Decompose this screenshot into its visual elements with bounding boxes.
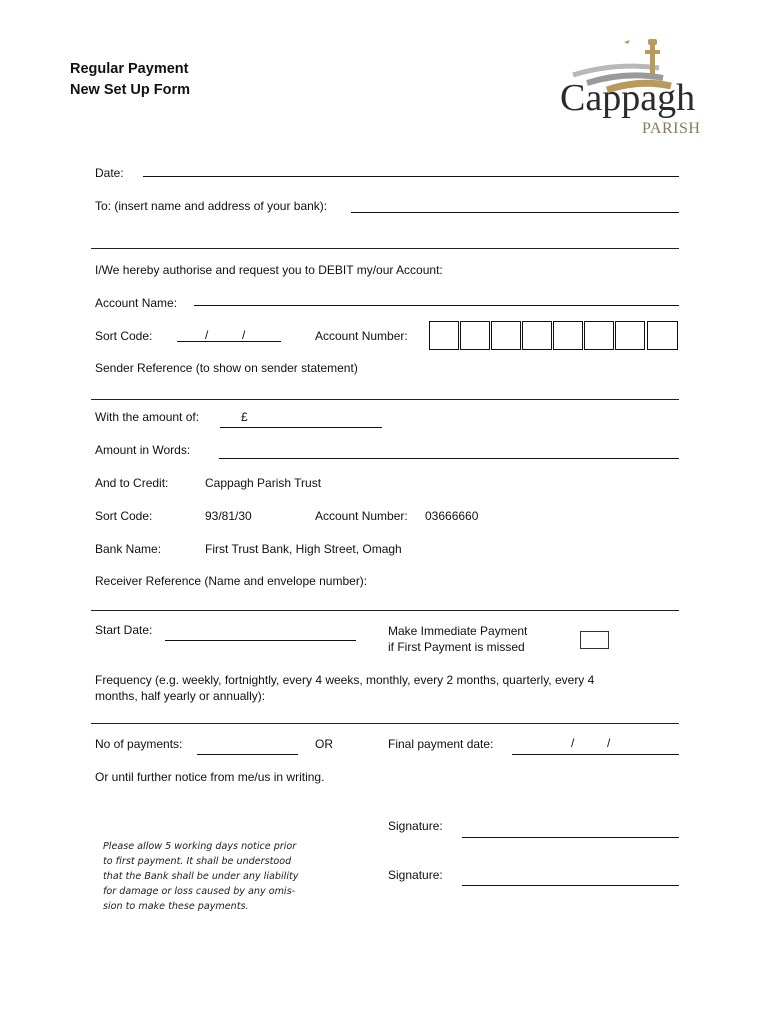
form-title (70, 59, 190, 101)
bank-address-field-1[interactable] (351, 212, 679, 213)
account-name-field[interactable] (194, 305, 679, 306)
note-line: for damage or loss caused by any omis- (103, 886, 296, 897)
or-label: OR (315, 737, 333, 751)
immediate-payment-line1: Make Immediate Payment (388, 624, 528, 638)
sender-reference-label: Sender Reference (to show on sender statement) (95, 361, 358, 375)
signature-field-1[interactable] (462, 837, 679, 838)
final-date-separator: / (607, 736, 611, 750)
bank-name-label: Bank Name: (95, 542, 162, 556)
account-number-digit-box[interactable] (647, 321, 678, 350)
amount-field[interactable] (220, 427, 382, 428)
credit-label: And to Credit: (95, 476, 169, 490)
start-date-field[interactable] (165, 640, 356, 641)
amount-label: With the amount of: (95, 410, 200, 424)
account-number-digit-box[interactable] (553, 321, 583, 350)
liability-note (103, 839, 298, 914)
date-label: Date: (95, 166, 124, 180)
account-number-digit-box[interactable] (615, 321, 645, 350)
final-date-separator: / (571, 736, 575, 750)
bank-address-label: To: (insert name and address of your bank): (95, 199, 328, 213)
amount-words-field[interactable] (219, 458, 679, 459)
account-number-digit-box[interactable] (522, 321, 552, 350)
church-logo-icon (555, 30, 720, 142)
account-number-digit-box[interactable] (429, 321, 459, 350)
until-notice-text: Or until further notice from me/us in writing. (95, 770, 325, 784)
signature-field-2[interactable] (462, 885, 679, 886)
final-payment-date-field[interactable] (512, 754, 679, 755)
account-number-digit-box[interactable] (584, 321, 614, 350)
currency-symbol: £ (241, 410, 248, 424)
note-line: Please allow 5 working days notice prior (103, 841, 297, 852)
sort-code-field[interactable] (177, 341, 281, 342)
cappagh-parish-logo (555, 30, 720, 142)
start-date-label: Start Date: (95, 623, 153, 637)
account-number-digit-box[interactable] (491, 321, 521, 350)
final-payment-label: Final payment date: (388, 737, 494, 751)
receiver-reference-label: Receiver Reference (Name and envelope number): (95, 574, 368, 588)
signature-label: Signature: (388, 868, 443, 882)
bank-name-value: First Trust Bank, High Street, Omagh (205, 542, 402, 556)
frequency-field[interactable] (91, 723, 679, 724)
account-number-digit-box[interactable] (460, 321, 490, 350)
credit-account-number-value: 03666660 (425, 509, 479, 523)
note-line: that the Bank shall be under any liability (103, 871, 299, 882)
account-name-label: Account Name: (95, 296, 178, 310)
receiver-reference-field[interactable] (91, 610, 679, 611)
form-title-line1: Regular Payment (70, 61, 189, 77)
logo-sub-text: PARISH (642, 120, 701, 137)
immediate-payment-label (388, 623, 527, 655)
form-title-line2: New Set Up Form (70, 82, 191, 98)
sender-reference-field[interactable] (91, 399, 679, 400)
credit-value: Cappagh Parish Trust (205, 476, 322, 490)
frequency-label (95, 672, 594, 704)
sort-code-separator: / (205, 328, 209, 342)
frequency-line1: Frequency (e.g. weekly, fortnightly, every 4 weeks, monthly, every 2 months, quarterly, every 4 (95, 673, 595, 687)
sort-code-label: Sort Code: (95, 329, 153, 343)
credit-account-number-label: Account Number: (315, 509, 408, 523)
note-line: sion to make these payments. (103, 901, 249, 912)
sort-code-separator: / (242, 328, 246, 342)
num-payments-label: No of payments: (95, 737, 183, 751)
authorise-text: I/We hereby authorise and request you to DEBIT my/our Account: (95, 263, 443, 277)
frequency-line2: months, half yearly or annually): (95, 689, 266, 703)
bank-address-field-2[interactable] (91, 248, 679, 249)
signature-label: Signature: (388, 819, 443, 833)
logo-main-text: Cappagh (560, 77, 696, 119)
immediate-payment-checkbox[interactable] (580, 631, 609, 649)
num-payments-field[interactable] (197, 754, 298, 755)
note-line: to first payment. It shall be understood (103, 856, 292, 867)
date-field[interactable] (143, 176, 679, 177)
amount-words-label: Amount in Words: (95, 443, 191, 457)
account-number-label: Account Number: (315, 329, 408, 343)
credit-sort-code-label: Sort Code: (95, 509, 153, 523)
credit-sort-code-value: 93/81/30 (205, 509, 252, 523)
immediate-payment-line2: if First Payment is missed (388, 640, 525, 654)
